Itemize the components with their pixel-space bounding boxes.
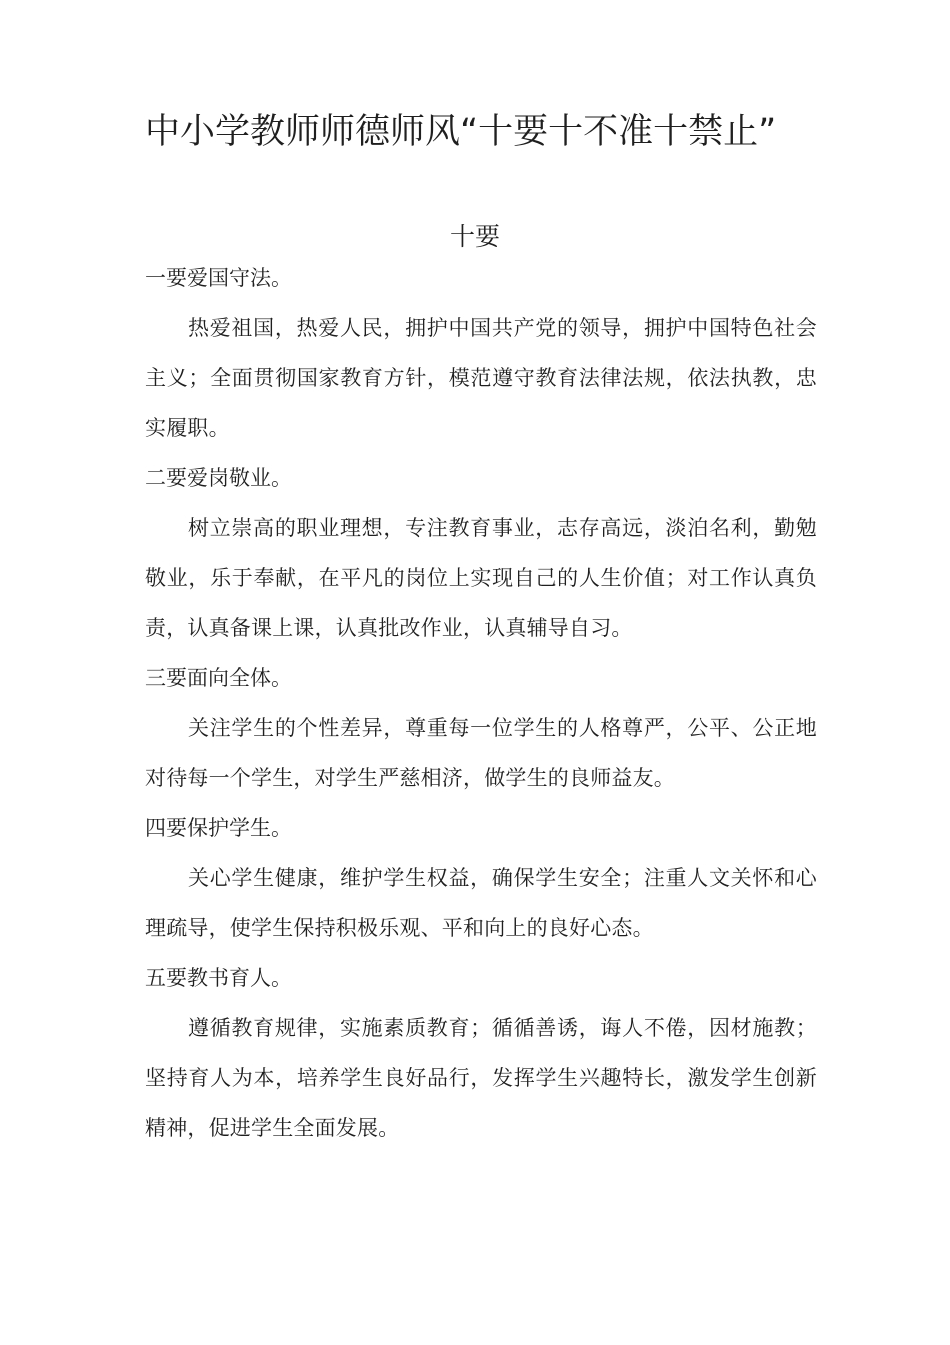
rule-heading: 二要爱岗敬业。 xyxy=(145,466,292,490)
rule-item xyxy=(145,453,817,653)
section-heading: 十要 xyxy=(449,221,500,251)
document-title: 中小学教师师德师风“十要十不准十禁止” xyxy=(145,112,777,153)
rule-body: 关注学生的个性差异，尊重每一位学生的人格尊严，公平、公正地对待每一个学生，对学生严慈相济，做学生的良师益友。 xyxy=(145,716,817,790)
rules-list xyxy=(145,253,817,1153)
rule-body: 热爱祖国，热爱人民，拥护中国共产党的领导，拥护中国特色社会主义；全面贯彻国家教育方针，模范遵守教育法律法规，依法执教，忠实履职。 xyxy=(145,316,817,440)
rule-item xyxy=(145,803,817,953)
rule-body: 树立崇高的职业理想，专注教育事业，志存高远，淡泊名利，勤勉敬业，乐于奉献，在平凡的岗位上实现自己的人生价值；对工作认真负责，认真备课上课，认真批改作业，认真辅导自习。 xyxy=(145,516,817,640)
rule-heading: 四要保护学生。 xyxy=(145,816,292,840)
rule-heading: 五要教书育人。 xyxy=(145,966,292,990)
rule-heading: 一要爱国守法。 xyxy=(145,266,292,290)
rule-body: 关心学生健康，维护学生权益，确保学生安全；注重人文关怀和心理疏导，使学生保持积极乐观、平和向上的良好心态。 xyxy=(145,866,817,940)
rule-item xyxy=(145,653,817,803)
rule-item xyxy=(145,953,817,1153)
rule-heading: 三要面向全体。 xyxy=(145,666,292,690)
rule-item xyxy=(145,253,817,453)
rule-body: 遵循教育规律，实施素质教育；循循善诱，诲人不倦，因材施教；坚持育人为本，培养学生良好品行，发挥学生兴趣特长，激发学生创新精神，促进学生全面发展。 xyxy=(145,1016,817,1140)
